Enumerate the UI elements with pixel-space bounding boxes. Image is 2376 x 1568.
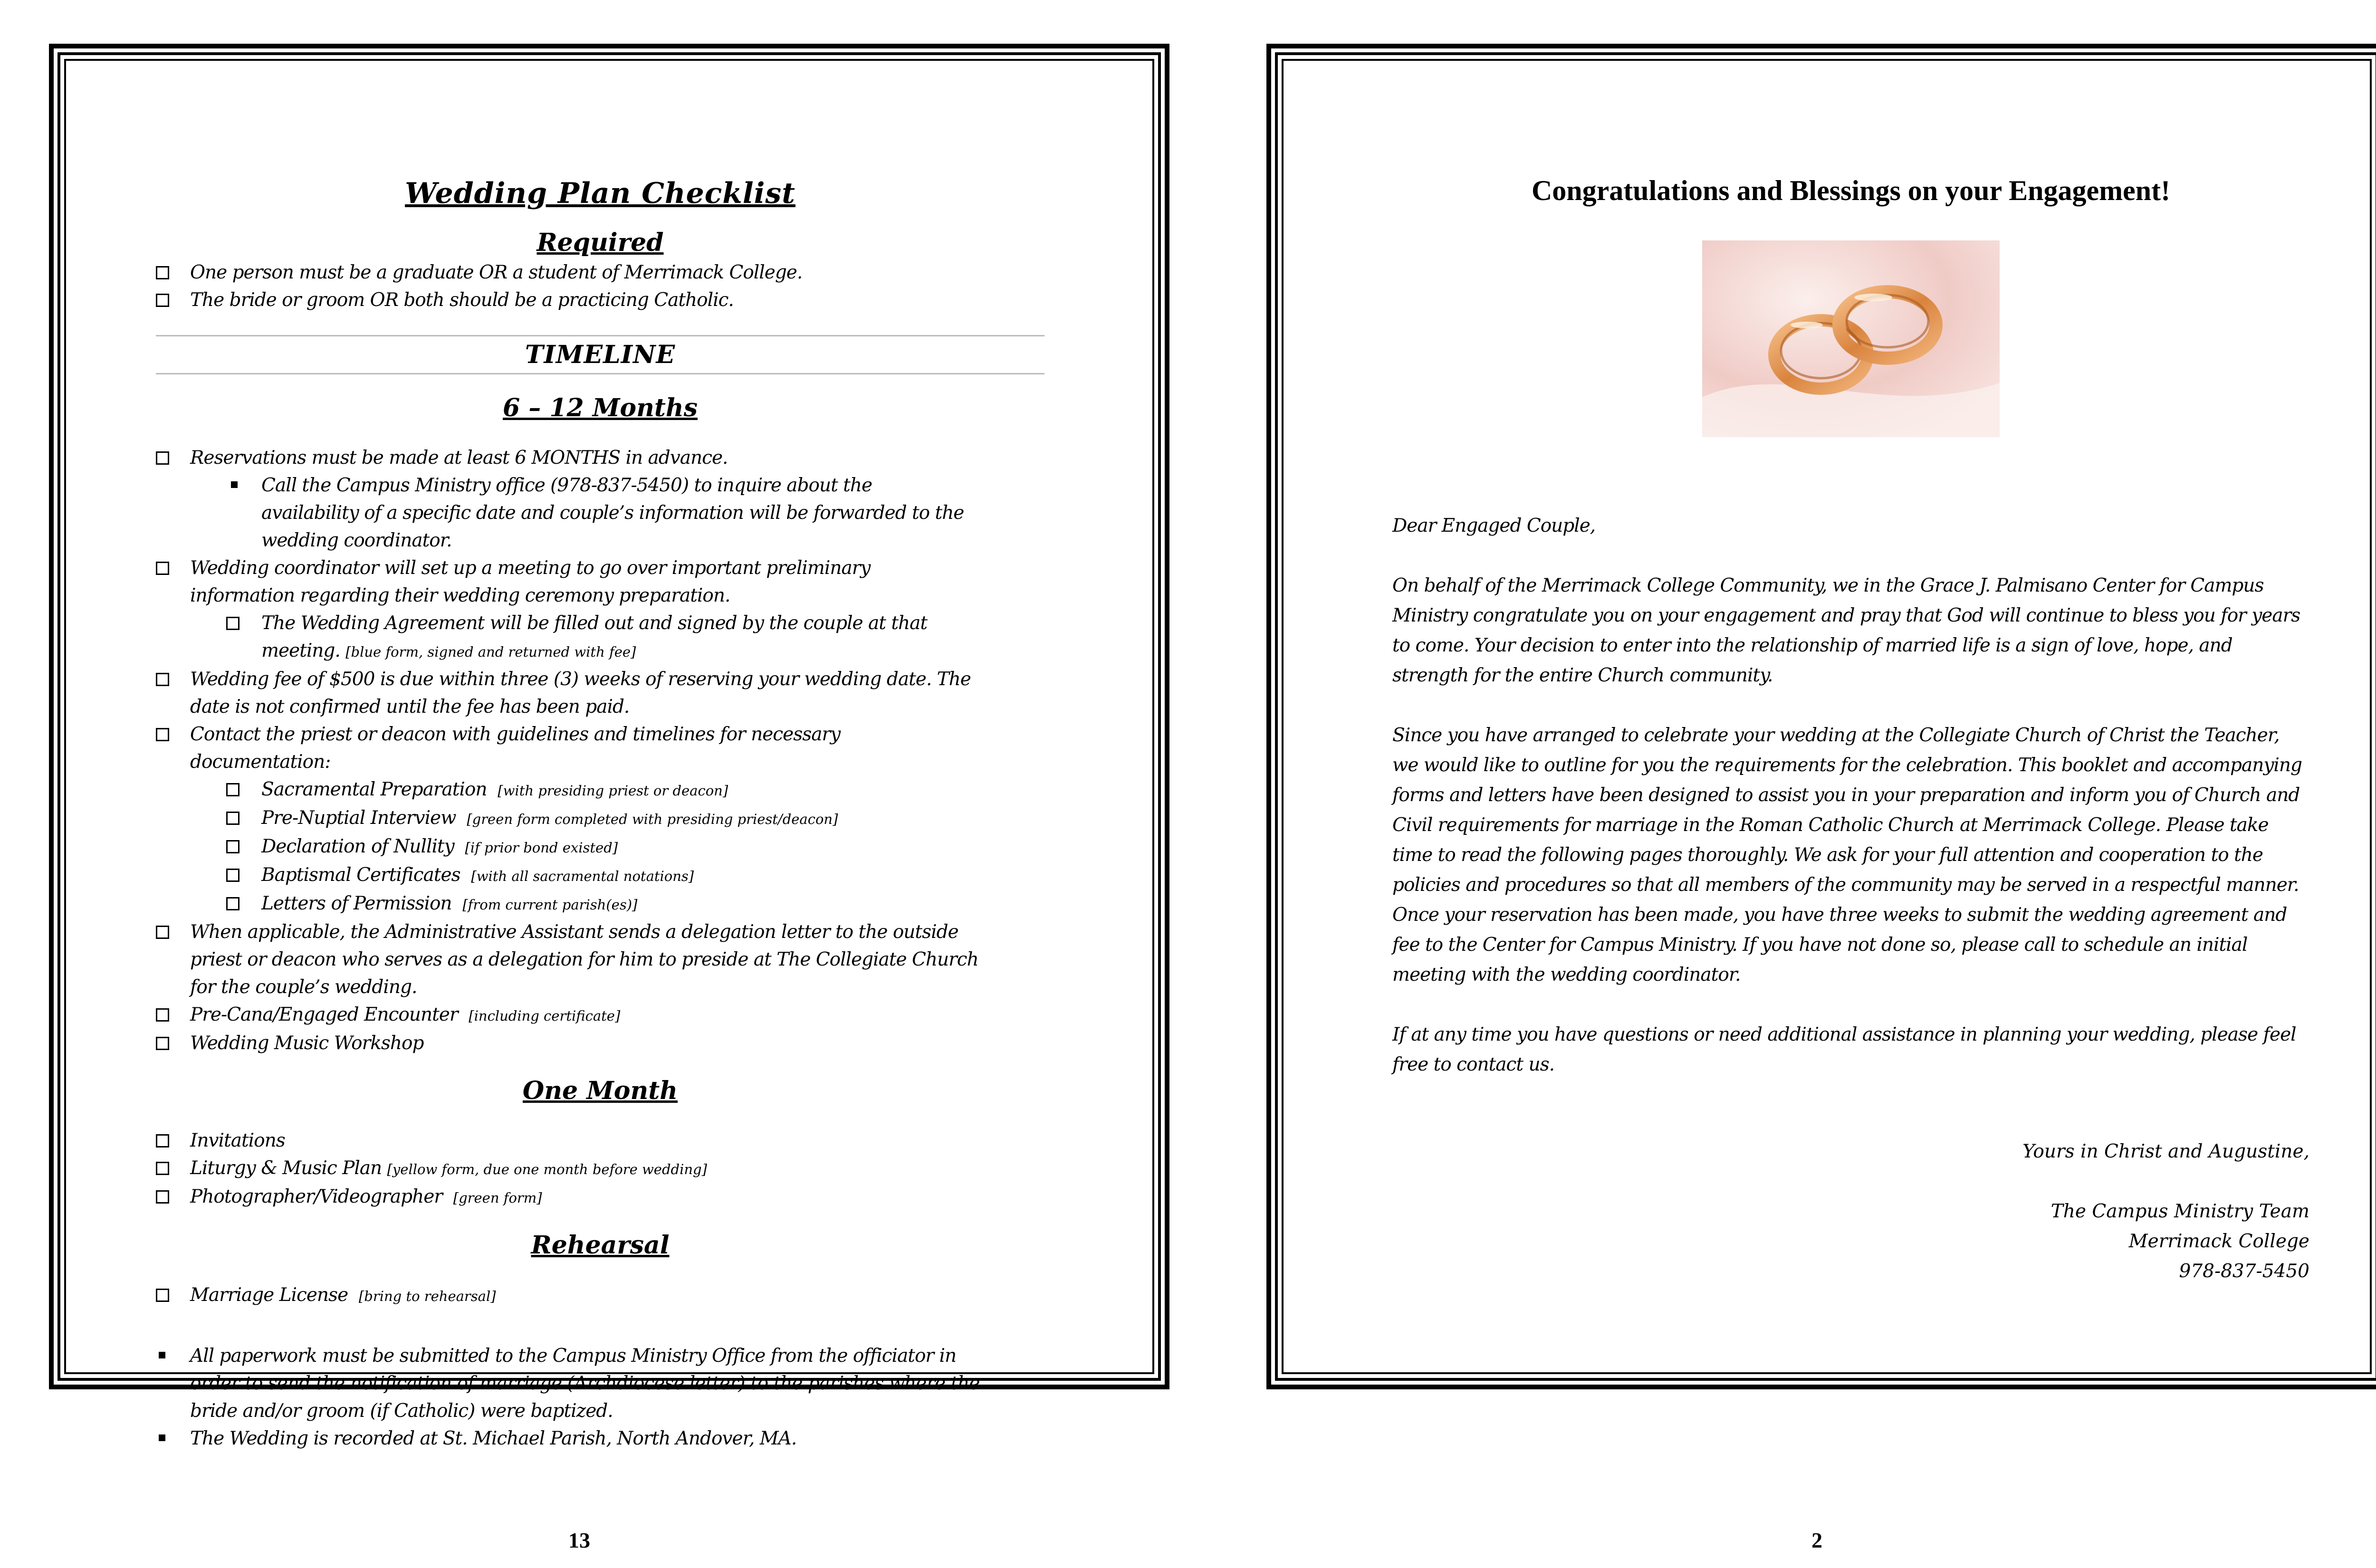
checkbox-icon[interactable] [156, 1289, 169, 1302]
rehearsal-list [156, 1281, 1044, 1310]
list-item[interactable]: Reservations must be made at least 6 MONTHS in advance. [156, 444, 1044, 472]
bullet-icon [159, 1434, 165, 1441]
bullet-icon [159, 1352, 165, 1358]
checkbox-icon[interactable] [226, 617, 240, 630]
list-item[interactable]: Letters of Permission [from current parish(es)] [156, 890, 1044, 918]
wedding-rings-icon [1702, 240, 2000, 437]
right-page [1266, 44, 2376, 1389]
checklist-content [156, 129, 1044, 1453]
checkbox-icon[interactable] [156, 1008, 169, 1022]
letter-body [1392, 511, 2309, 1080]
list-item[interactable]: The bride or groom OR both should be a practicing Catholic. [156, 287, 1044, 314]
list-item-continuation: bride and/or groom (if Catholic) were baptized. [190, 1400, 613, 1422]
item-note: [blue form, signed and returned with fee] [345, 644, 636, 660]
item-note: [green form completed with presiding priest/deacon] [467, 811, 838, 827]
item-note: [yellow form, due one month before wedding] [387, 1161, 707, 1177]
list-item[interactable]: Marriage License [bring to rehearsal] [156, 1281, 1044, 1310]
item-note: [including certificate] [469, 1008, 621, 1024]
list-item: Call the Campus Ministry office (978-837-5450) to inquire about the [156, 472, 1044, 499]
checkbox-icon[interactable] [226, 897, 240, 910]
list-item-continuation: wedding coordinator. [261, 530, 452, 551]
congratulations-heading: Congratulations and Blessings on your Engagement! [1531, 175, 2171, 206]
checkbox-icon[interactable] [226, 869, 240, 882]
list-item[interactable]: One person must be a graduate OR a student of Merrimack College. [156, 259, 1044, 287]
list-item[interactable]: Wedding Music Workshop [156, 1030, 1044, 1057]
list-item[interactable]: Wedding coordinator will set up a meeting to go over important preliminary [156, 555, 1044, 582]
letter-content [1392, 136, 2309, 1286]
item-note: [from current parish(es)] [462, 897, 638, 913]
item-note: [with presiding priest or deacon] [498, 783, 728, 799]
closing: Yours in Christ and Augustine, [2022, 1141, 2309, 1162]
item-note: [if prior bond existed] [465, 840, 618, 856]
list-item: All paperwork must be submitted to the Campus Ministry Office from the officiator in [156, 1342, 1044, 1370]
checklist-title: Wedding Plan Checklist [405, 177, 795, 210]
checkbox-icon[interactable] [226, 812, 240, 825]
list-item-continuation: order to send the notification of marriage (Archdiocese letter) to the parishes where the [190, 1373, 980, 1394]
list-item[interactable]: Photographer/Videographer [green form] [156, 1183, 1044, 1212]
list-item-continuation: information regarding their wedding ceremony preparation. [190, 585, 730, 606]
phone-number: 978-837-5450 [2179, 1261, 2309, 1282]
checkbox-icon[interactable] [156, 266, 169, 279]
signature-block [1392, 1137, 2309, 1286]
checkbox-icon[interactable] [156, 1134, 169, 1147]
rehearsal-heading: Rehearsal [531, 1231, 670, 1260]
checkbox-icon[interactable] [156, 562, 169, 575]
timeline-heading: TIMELINE [156, 335, 1044, 374]
item-note: [with all sacramental notations] [471, 868, 694, 884]
bullet-icon [231, 481, 238, 488]
salutation: Dear Engaged Couple, [1392, 515, 1596, 536]
letter-paragraph: Since you have arranged to celebrate your wedding at the Collegiate Church of Christ the Teacher, we would like to outline for you the requirements for the celebration. This booklet and accompanying forms and letters have been designed to assist you in your preparation and inform you of Church and Civil requirements for marriage in the Roman Catholic Church at Merrimack College. Please take time to read the following pages thoroughly. We ask for your full attention and cooperation to the policies and procedures so that all members of the community may be served in a respectful manner. Once your reservation has been made, you have three weeks to submit the wedding agreement and fee to the Center for Campus Ministry. If you have not done so, please call to schedule an initial meeting with the wedding coordinator. [1392, 725, 2302, 985]
checkbox-icon[interactable] [156, 673, 169, 686]
letter-paragraph: If at any time you have questions or need additional assistance in planning your wedding, please feel free to contact us. [1392, 1024, 2296, 1075]
list-item[interactable]: Declaration of Nullity [if prior bond existed] [156, 833, 1044, 861]
list-item-continuation: availability of a specific date and couple’s information will be forwarded to the [261, 502, 964, 524]
list-item[interactable]: Liturgy & Music Plan [yellow form, due one month before wedding] [156, 1155, 1044, 1183]
page-number-left: 13 [568, 1528, 590, 1552]
list-item-continuation: date is not confirmed until the fee has been paid. [190, 696, 630, 717]
list-item[interactable]: Wedding fee of $500 is due within three (3) weeks of reserving your wedding date. The [156, 666, 1044, 693]
list-item-continuation: for the couple’s wedding. [190, 976, 417, 998]
required-list [156, 259, 1044, 314]
checkbox-icon[interactable] [156, 728, 169, 741]
checkbox-icon[interactable] [226, 783, 240, 796]
one-month-heading: One Month [522, 1076, 678, 1105]
list-item[interactable]: Baptismal Certificates [with all sacramental notations] [156, 861, 1044, 890]
required-heading: Required [537, 228, 664, 257]
item-note: [green form] [453, 1190, 542, 1206]
one-month-list [156, 1127, 1044, 1212]
list-item[interactable]: The Wedding Agreement will be filled out and signed by the couple at that [156, 610, 1044, 637]
list-item-continuation: priest or deacon who serves as a delegation for him to preside at The Collegiate Church [190, 949, 978, 970]
checkbox-icon[interactable] [156, 451, 169, 465]
item-note: [bring to rehearsal] [358, 1288, 496, 1304]
list-item[interactable]: Pre-Nuptial Interview [green form completed with presiding priest/deacon] [156, 804, 1044, 833]
checkbox-icon[interactable] [156, 1037, 169, 1050]
signature-line: The Campus Ministry Team [2050, 1201, 2309, 1222]
list-item[interactable]: Sacramental Preparation [with presiding priest or deacon] [156, 776, 1044, 804]
six-twelve-months-list [156, 444, 1044, 1057]
rehearsal-notes [156, 1342, 1044, 1453]
checkbox-icon[interactable] [156, 1162, 169, 1175]
list-item[interactable]: Pre-Cana/Engaged Encounter [including certificate] [156, 1001, 1044, 1030]
list-item[interactable]: Invitations [156, 1127, 1044, 1155]
list-item[interactable]: Contact the priest or deacon with guidelines and timelines for necessary [156, 721, 1044, 748]
checkbox-icon[interactable] [156, 926, 169, 939]
signature-line: Merrimack College [2128, 1231, 2309, 1252]
checkbox-icon[interactable] [156, 294, 169, 307]
list-item-continuation: meeting. [blue form, signed and returned with fee] [261, 640, 636, 661]
left-page [49, 44, 1169, 1449]
page-number-right: 2 [1811, 1528, 1822, 1552]
checkbox-icon[interactable] [156, 1190, 169, 1204]
list-item-continuation: documentation: [190, 751, 331, 773]
checkbox-icon[interactable] [226, 840, 240, 853]
list-item: The Wedding is recorded at St. Michael Parish, North Andover, MA. [156, 1425, 1044, 1453]
six-twelve-months-heading: 6 – 12 Months [502, 393, 698, 422]
letter-paragraph: On behalf of the Merrimack College Community, we in the Grace J. Palmisano Center for Campus Ministry congratulate you on your engagement and pray that God will continue to bless you for years to come. Your decision to enter into the relationship of married life is a sign of love, hope, and strength for the entire Church community. [1392, 575, 2300, 686]
list-item[interactable]: When applicable, the Administrative Assistant sends a delegation letter to the outside [156, 918, 1044, 946]
